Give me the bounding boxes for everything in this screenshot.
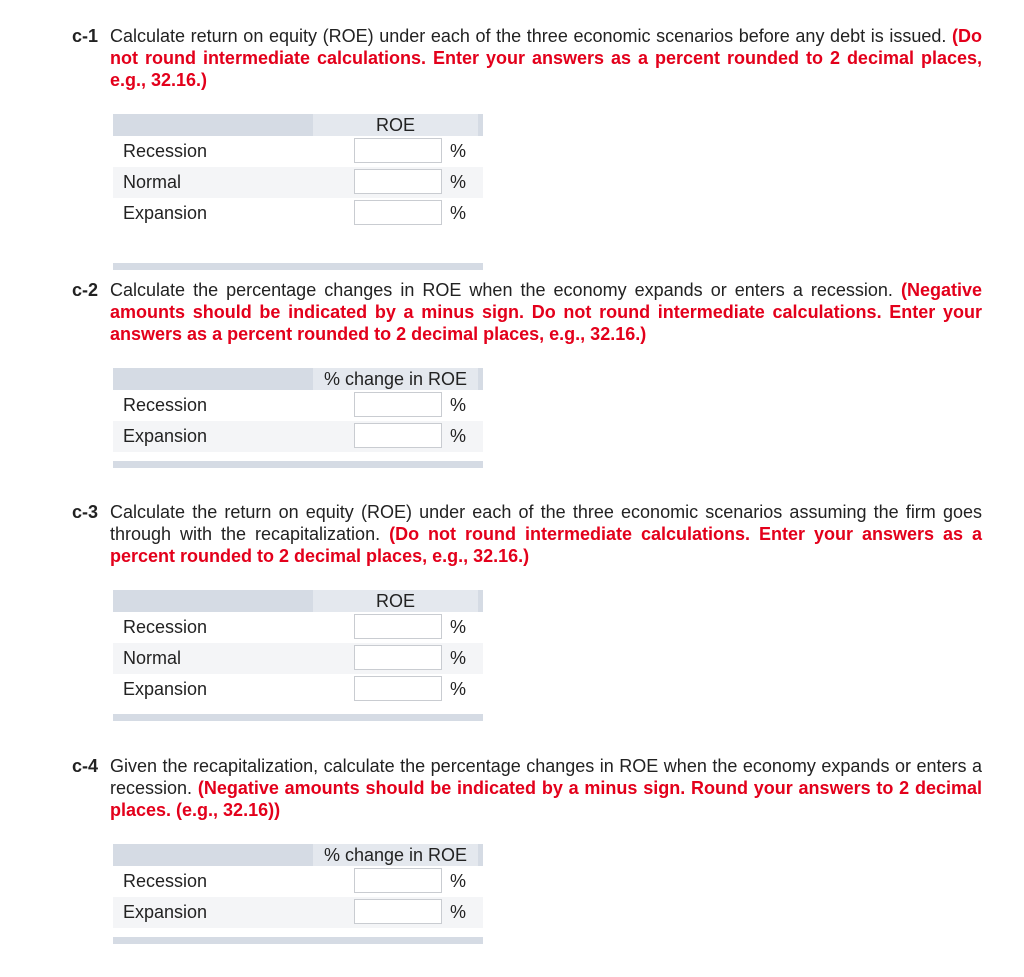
row-label: Recession <box>123 871 208 891</box>
column-header: ROE <box>313 114 478 136</box>
column-header: % change in ROE <box>313 368 478 390</box>
table-row-recession <box>113 866 483 897</box>
table-row-recession <box>113 612 483 643</box>
percent-unit: % <box>450 871 467 891</box>
row-label: Expansion <box>123 426 208 446</box>
roe-change-recession-input[interactable] <box>354 392 442 417</box>
answer-table <box>113 590 483 705</box>
roe-expansion-input[interactable] <box>354 200 442 225</box>
answer-table <box>113 114 483 229</box>
table-row-expansion <box>113 421 483 452</box>
percent-unit: % <box>450 395 467 415</box>
row-label: Normal <box>123 172 182 192</box>
question-label: c-1 <box>72 26 99 46</box>
percent-unit: % <box>450 203 467 223</box>
percent-unit: % <box>450 679 467 699</box>
answer-table <box>113 844 483 928</box>
question-prompt: Calculate return on equity (ROE) under each of the three economic scenarios before any debt is issued. <box>110 26 947 46</box>
question-prompt: Calculate the return on equity (ROE) under each of the three economic scenarios assuming the firm goes through with the recapitalization. <box>110 502 982 544</box>
question-prompt: Calculate the percentage changes in ROE when the economy expands or enters a recession. <box>110 280 893 300</box>
row-label: Expansion <box>123 679 208 699</box>
recap-roe-recession-input[interactable] <box>354 614 442 639</box>
percent-unit: % <box>450 172 467 192</box>
row-label: Normal <box>123 648 182 668</box>
table-row-normal <box>113 643 483 674</box>
table-header <box>113 368 483 390</box>
table-row-normal <box>113 167 483 198</box>
question-instruction: (Do not round intermediate calculations. Enter your answers as a percent rounded to 2 decimal places, e.g., 32.16.) <box>110 26 982 90</box>
row-label: Recession <box>123 141 208 161</box>
question-label: c-3 <box>72 502 99 522</box>
recap-roe-change-expansion-input[interactable] <box>354 899 442 924</box>
row-label: Recession <box>123 617 208 637</box>
question-text <box>110 25 982 91</box>
row-label: Expansion <box>123 203 208 223</box>
question-text <box>110 501 982 567</box>
percent-unit: % <box>450 141 467 161</box>
column-header: % change in ROE <box>313 844 478 866</box>
answer-table <box>113 368 483 452</box>
table-row-recession <box>113 390 483 421</box>
question-instruction: (Negative amounts should be indicated by a minus sign. Round your answers to 2 decimal places. (e.g., 32.16)) <box>110 778 982 820</box>
table-footer-bar <box>113 263 483 270</box>
percent-unit: % <box>450 902 467 922</box>
table-footer-bar <box>113 937 483 944</box>
question-label: c-4 <box>72 756 99 776</box>
table-header <box>113 590 483 612</box>
table-row-recession <box>113 136 483 167</box>
column-header: ROE <box>313 590 478 612</box>
recap-roe-change-recession-input[interactable] <box>354 868 442 893</box>
question-text <box>110 755 982 821</box>
table-header <box>113 844 483 866</box>
roe-change-expansion-input[interactable] <box>354 423 442 448</box>
table-row-expansion <box>113 674 483 705</box>
table-header <box>113 114 483 136</box>
row-label: Recession <box>123 395 208 415</box>
question-instruction: (Negative amounts should be indicated by a minus sign. Do not round intermediate calculations. Enter your answers as a percent rounded to 2 decimal places, e.g., 32.16.) <box>110 280 982 344</box>
percent-unit: % <box>450 648 467 668</box>
row-label: Expansion <box>123 902 208 922</box>
question-text <box>110 279 982 345</box>
table-footer-bar <box>113 714 483 721</box>
table-row-expansion <box>113 897 483 928</box>
question-instruction: (Do not round intermediate calculations. Enter your answers as a percent rounded to 2 decimal places, e.g., 32.16.) <box>110 524 982 566</box>
table-row-expansion <box>113 198 483 229</box>
table-footer-bar <box>113 461 483 468</box>
roe-recession-input[interactable] <box>354 138 442 163</box>
percent-unit: % <box>450 426 467 446</box>
percent-unit: % <box>450 617 467 637</box>
question-prompt: Given the recapitalization, calculate the percentage changes in ROE when the economy expands or enters a recession. <box>110 756 982 798</box>
roe-normal-input[interactable] <box>354 169 442 194</box>
recap-roe-expansion-input[interactable] <box>354 676 442 701</box>
question-label: c-2 <box>72 280 99 300</box>
recap-roe-normal-input[interactable] <box>354 645 442 670</box>
